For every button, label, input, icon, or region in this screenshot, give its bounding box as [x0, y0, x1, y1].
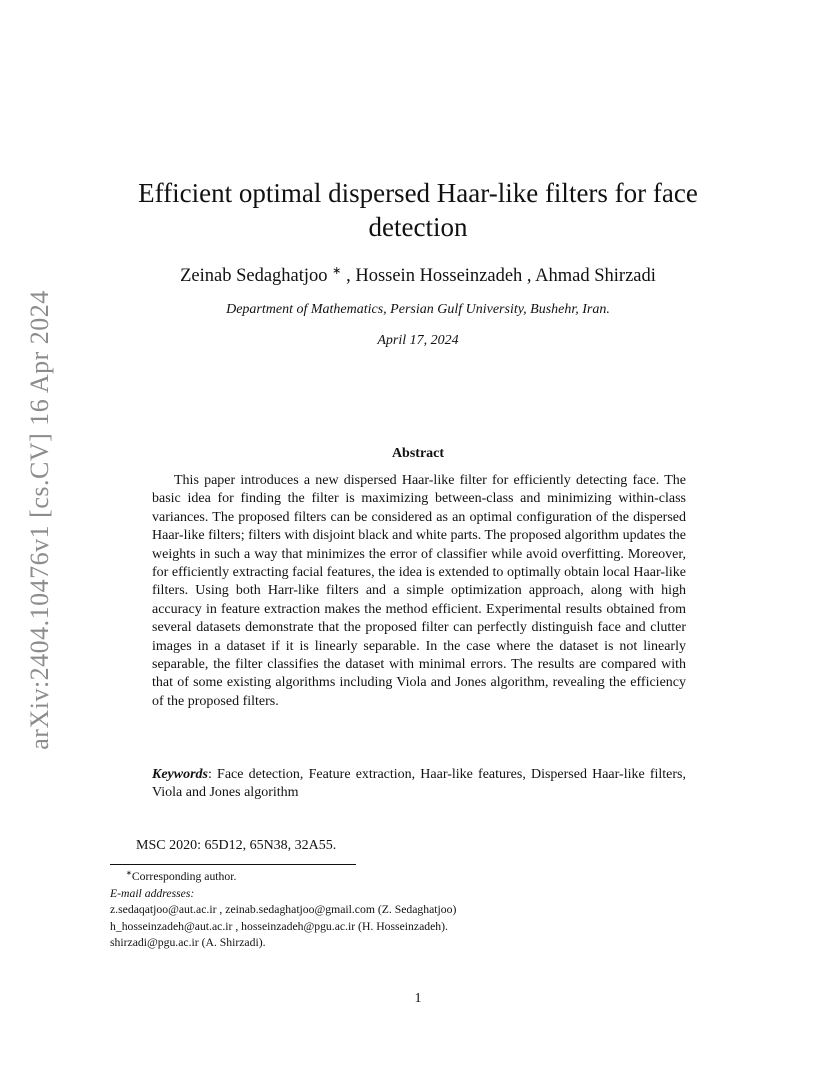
affiliation: Department of Mathematics, Persian Gulf University, Bushehr, Iran.: [226, 302, 610, 317]
corresponding-author-mark: ∗: [332, 264, 342, 277]
author-first: Zeinab Sedaghatjoo: [180, 266, 328, 286]
title-line-1: Efficient optimal dispersed Haar-like filters for face: [138, 178, 698, 208]
arxiv-identifier: arXiv:2404.10476v1 [cs.CV] 16 Apr 2024: [25, 290, 54, 750]
msc-classification: MSC 2020: 65D12, 65N38, 32A55.: [136, 838, 337, 853]
footnote-corresponding-text: Corresponding author.: [131, 870, 237, 883]
paper-title: [110, 176, 726, 244]
keywords-label: Keywords: [152, 767, 208, 782]
email-addresses-label: E-mail addresses:: [110, 886, 195, 900]
abstract-body: This paper introduces a new dispersed Haar-like filter for efficiently detecting face. The basic idea for finding the filter is maximizing between-class and minimizing within-class variances. The proposed filters can be considered as an optimal configuration of the dispersed Haar-like filters; filters with disjoint black and white parts. The proposed algorithm updates the weights in such a way that minimizes the error of classifier while avoid overfitting. Moreover, for efficiently extracting facial features, the idea is extended to optimally obtain local Haar-like filters. Using both Harr-like filters and a simple optimization approach, along with high accuracy in feature extraction makes the method efficient. Experimental results obtained from several datasets demonstrate that the proposed filter can perfectly distinguish face and clutter images in a dataset if it is linearly separable. In the case where the dataset is not linearly separable, the filter classifies the dataset with minimal errors. The results are compared with that of some existing algorithms including Viola and Jones algorithm, revealing the efficiency of the proposed filters.: [152, 473, 686, 709]
abstract-heading: Abstract: [391, 446, 445, 461]
publication-date: April 17, 2024: [377, 333, 459, 348]
author-list: [110, 266, 726, 287]
footnote-mark: ∗: [126, 869, 132, 878]
title-line-2: detection: [368, 212, 468, 242]
footnote-divider: [110, 864, 356, 865]
email-line-hosseinzadeh: h_hosseinzadeh@aut.ac.ir , hosseinzadeh@pgu.ac.ir (H. Hosseinzadeh).: [110, 919, 448, 933]
footnotes: [110, 869, 710, 952]
email-line-sedaghatjoo: z.sedaqatjoo@aut.ac.ir , zeinab.sedaghatjoo@gmail.com (Z. Sedaghatjoo): [110, 903, 457, 916]
keywords-text: : Face detection, Feature extraction, Haar-like features, Dispersed Haar-like filters, Viola and Jones algorithm: [152, 767, 686, 801]
footnote-corresponding: [110, 869, 710, 886]
email-line-shirzadi: shirzadi@pgu.ac.ir (A. Shirzadi).: [110, 936, 266, 949]
keywords-section: [152, 766, 686, 803]
author-others: , Hossein Hosseinzadeh , Ahmad Shirzadi: [346, 266, 656, 286]
page-number: 1: [414, 991, 422, 1006]
